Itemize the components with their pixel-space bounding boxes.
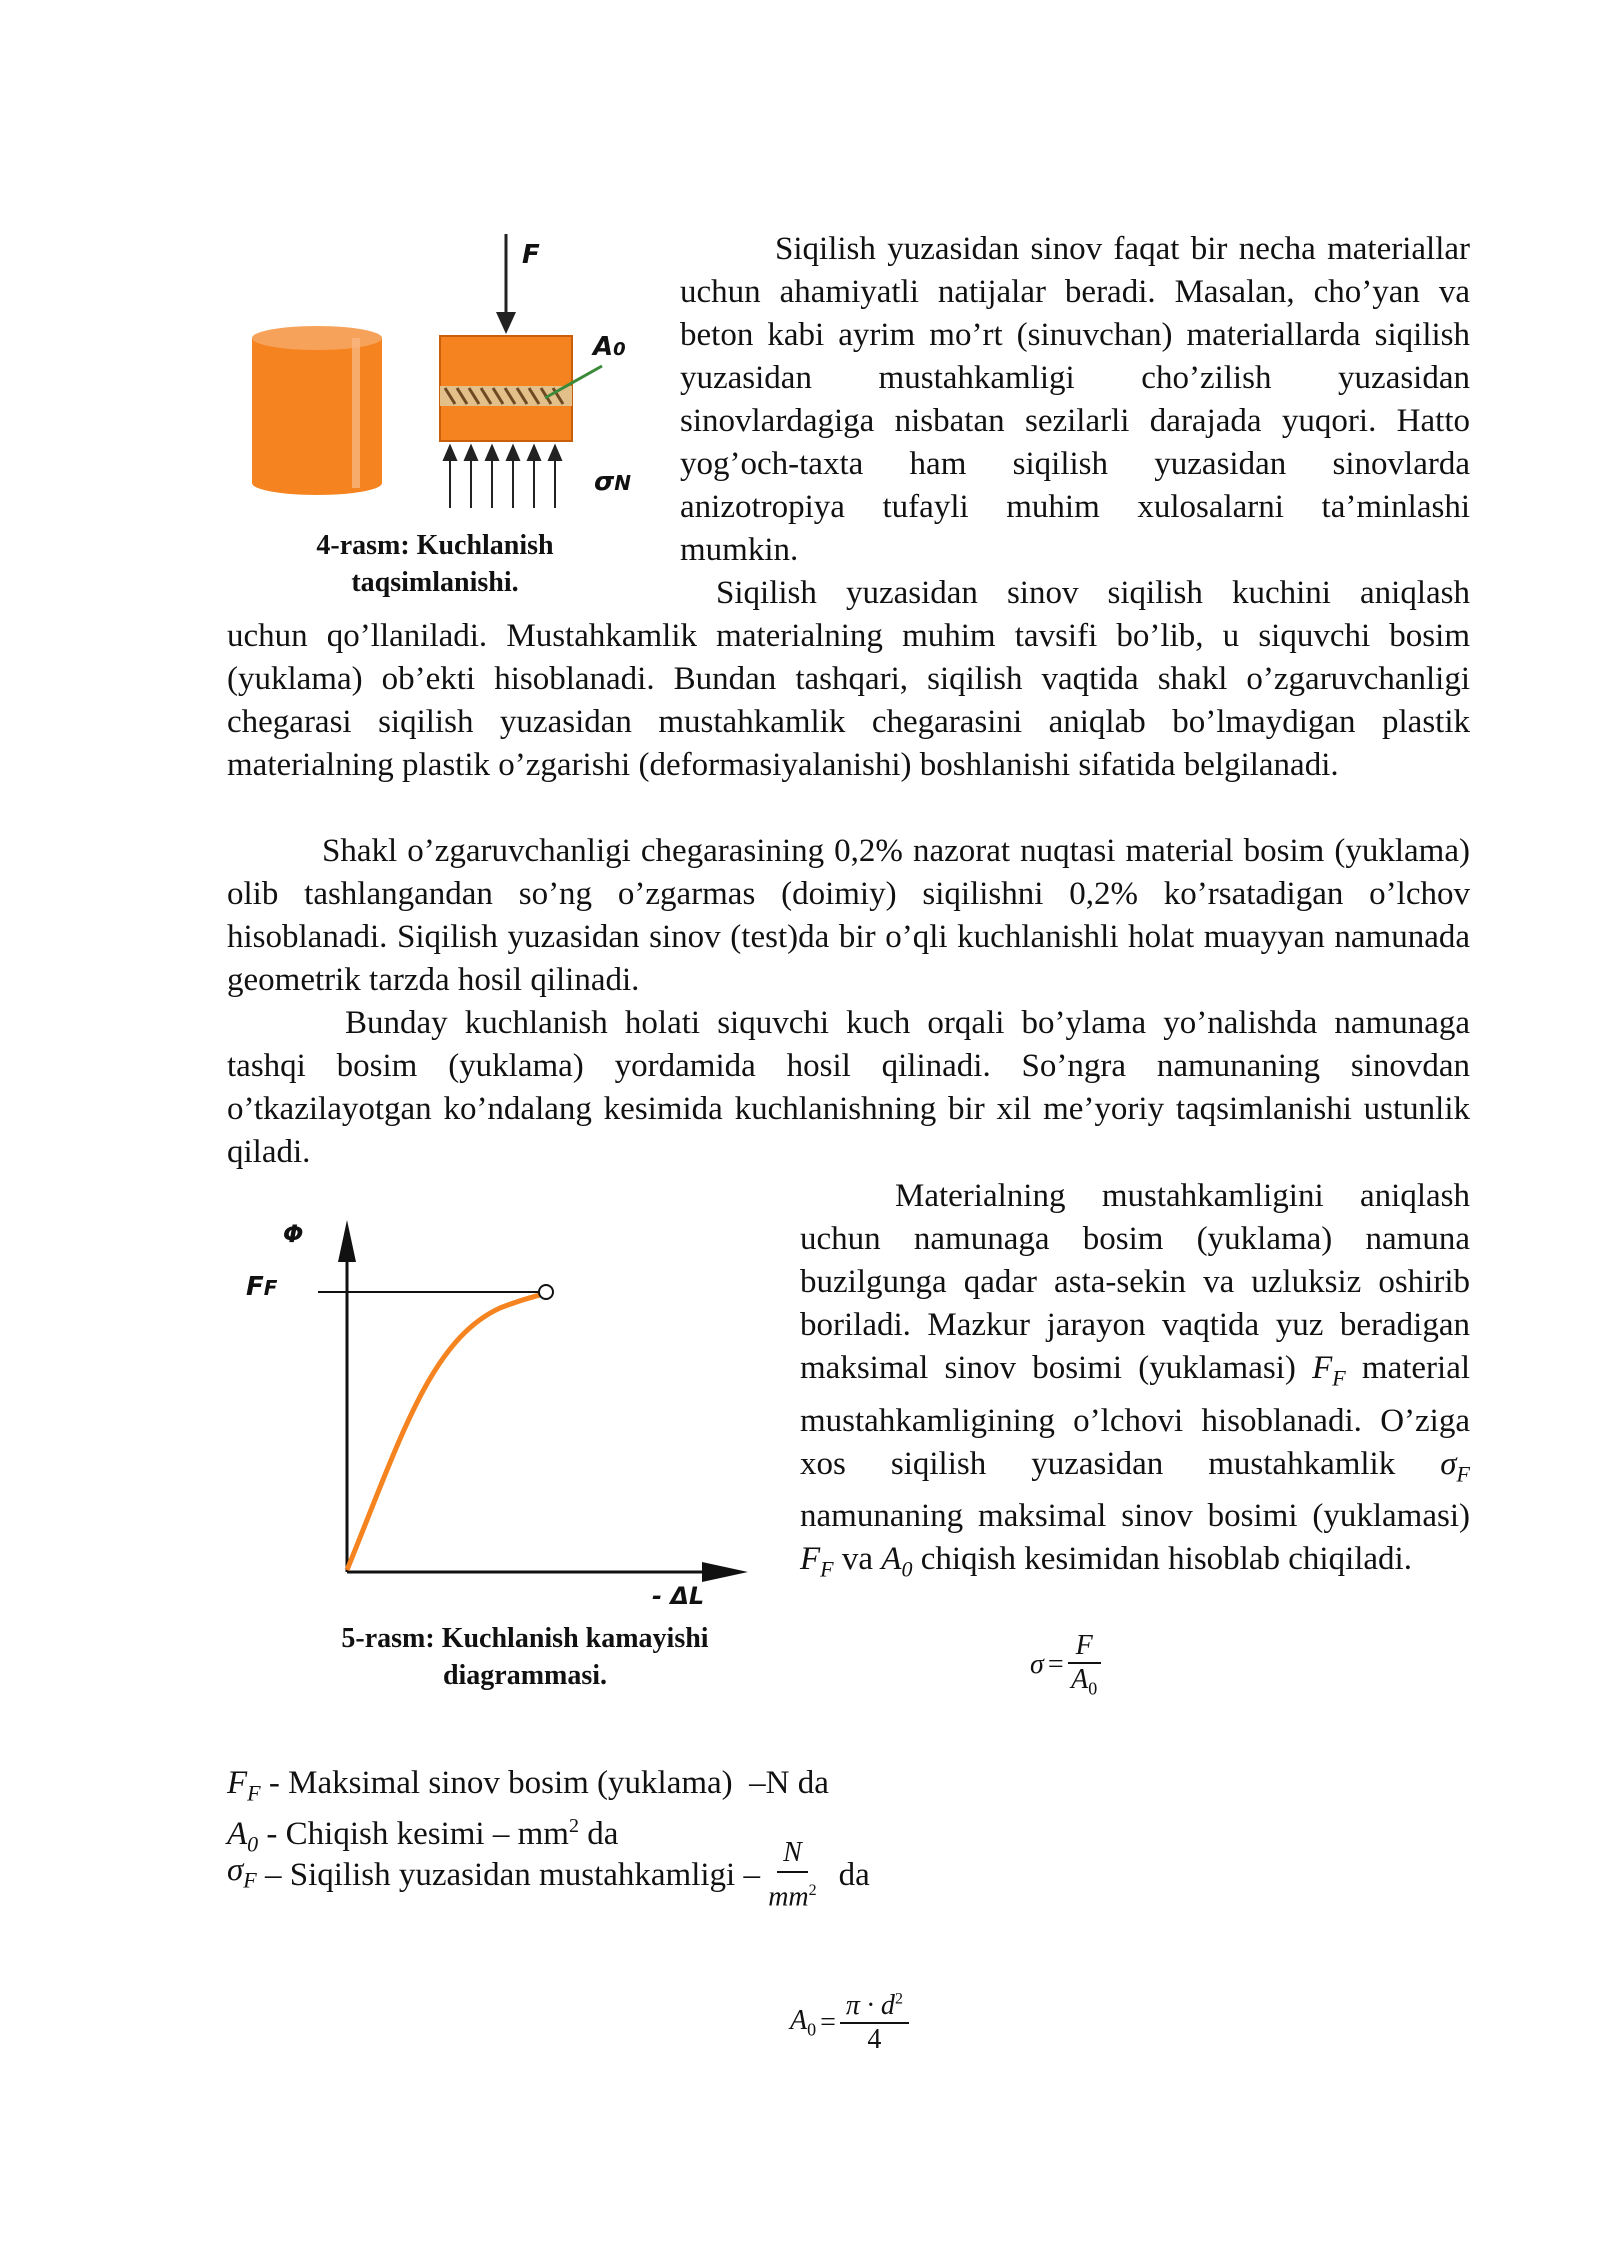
p5-va: va — [841, 1541, 874, 1578]
p5-A-sub: 0 — [901, 1556, 913, 1582]
formula1-fraction — [1068, 1630, 1101, 1700]
x-axis — [347, 1562, 748, 1582]
y-axis — [338, 1220, 356, 1572]
figure-5-y-axis-label: Φ — [283, 1220, 304, 1248]
def2-text-b: da — [578, 1816, 619, 1852]
formula1-den — [1071, 1664, 1097, 1700]
formula1-lhs: σ — [1030, 1648, 1044, 1680]
p5-F-main: F — [1312, 1350, 1333, 1386]
section-block — [440, 336, 602, 441]
def3-num: N — [777, 1835, 808, 1873]
figure-4-label-sigma — [594, 467, 631, 497]
ff-main: F — [246, 1272, 264, 1302]
figure-5-ff-label — [246, 1272, 277, 1302]
def3-fraction — [768, 1835, 816, 1915]
p5-sigma — [1440, 1445, 1470, 1487]
def1-sym: F — [227, 1765, 248, 1801]
def3-den — [768, 1873, 816, 1915]
figure-5-x-axis-label: - ΔL — [652, 1582, 705, 1610]
def2-text-a: - Chiqish kesimi – mm — [258, 1816, 569, 1852]
formula1-num: F — [1068, 1630, 1101, 1664]
p5-F — [1312, 1350, 1346, 1391]
def3-text: – Siqilish yuzasidan mustahkamligi – — [256, 1856, 769, 1893]
sigma-main: σ — [594, 467, 615, 497]
formula2-num-main: π · d — [845, 1990, 895, 2021]
p5-F2 — [800, 1541, 834, 1582]
figure-4-caption: 4-rasm: Kuchlanish taqsimlanishi. — [316, 530, 554, 598]
stress-curve — [347, 1294, 543, 1570]
formula-area — [790, 1990, 909, 2056]
definition-sigmaf — [227, 1835, 870, 1915]
formula1-eq: = — [1047, 1648, 1064, 1680]
force-arrow — [496, 234, 516, 334]
paragraph-5 — [800, 1175, 1470, 1591]
def3-sub: F — [243, 1867, 257, 1893]
def1-text: - Maksimal sinov bosim (yuklama) –N da — [260, 1765, 829, 1801]
formula2-num-sup: 2 — [894, 1990, 903, 2008]
fracture-point — [539, 1285, 553, 1299]
paragraph-2-first-line: Siqilish yuzasidan sinov siqilish kuchini aniqlash — [716, 575, 1470, 611]
formula2-lhs — [790, 2005, 816, 2041]
def3-den-main: mm — [768, 1881, 809, 1913]
def3-den-sup: 2 — [808, 1882, 817, 1899]
p5-part-a: Materialning mustahkamligini aniqlash uchun namunaga bosim (yuklama) namuna buzilgunga qadar asta-sekin va uzluksiz oshirib boriladi. Mazkur jarayon vaqtida yuz beradigan maksimal sinov bosimi (yuklamasi) — [800, 1178, 1470, 1386]
p5-A0 — [881, 1541, 913, 1582]
def1-sub: F — [247, 1780, 261, 1806]
p5-sigma-sub: F — [1456, 1461, 1470, 1487]
formula2-lhs-sub: 0 — [807, 2019, 817, 2040]
def3-sym: σ — [227, 1851, 244, 1888]
p5-F2-main: F — [800, 1541, 821, 1578]
p5-part-d: chiqish kesimidan hisoblab chiqiladi. — [920, 1541, 1412, 1578]
p5-part-c: namunaning maksimal sinov bosimi (yuklamasi) — [800, 1498, 1470, 1535]
def3-after: da — [838, 1856, 870, 1893]
figure-5-stress-diagram — [240, 1210, 760, 1610]
paragraph-2-rest: uchun qo’llaniladi. Mustahkamlik materialning muhim tavsifi bo’lib, u siquvchi bosim (yuklama) ob’ekti hisoblanadi. Bundan tashqari, siqilish vaqtida shakl o’zgaruvchanligi chegarasi siqilish yuzasidan mustahkamlik chegarasini aniqlab bo’lmaydigan plastik materialning plastik o’zgarishi (deformasiyalanishi) boshlanishi sifatida belgilanadi. — [227, 618, 1470, 783]
formula2-lhs-main: A — [790, 2005, 808, 2037]
reaction-arrows — [444, 446, 561, 508]
figure-4-label-A0 — [593, 332, 626, 362]
p5-A-main: A — [881, 1541, 902, 1578]
formula-sigma — [1030, 1630, 1101, 1700]
a0-sub: 0 — [613, 339, 626, 360]
a0-main: A — [593, 332, 614, 362]
ff-sub: F — [263, 1276, 278, 1300]
sigma-sub: N — [614, 471, 631, 495]
def2-sup: 2 — [568, 1815, 579, 1837]
figure-4-stress-distribution — [240, 228, 650, 518]
formula1-den-sub: 0 — [1088, 1678, 1098, 1699]
def2-sym: A — [227, 1816, 248, 1852]
p5-F-sub: F — [1332, 1365, 1346, 1391]
figure-5-caption: 5-rasm: Kuchlanish kamayishi diagrammasi. — [341, 1623, 709, 1691]
p5-part-b: material mustahkamligining o’lchovi hisoblanadi. O’ziga xos siqilish yuzasidan mustahkamlik — [800, 1350, 1471, 1482]
paragraph-4: Bunday kuchlanish holati siquvchi kuch orqali bo’ylama yo’nalishda namunaga tashqi bosim (yuklama) yordamida hosil qilinadi. So’ngra namunaning sinovdan o’tkazilayotgan ko’ndalang kesimida kuchlanishning bir xil me’yoriy taqsimlanishi ustunlik qiladi. — [227, 1005, 1470, 1170]
paragraph-3: Shakl o’zgaruvchanligi chegarasining 0,2% nazorat nuqtasi material bosim (yuklama) olib tashlangandan so’ng o’zgarmas (doimiy) siqilishni 0,2% ko’rsatadigan o’lchov hisoblanadi. Siqilish yuzasidan sinov (test)da bir o’qli kuchlanishli holat muayyan namunada geometrik tarzda hosil qilinadi. — [227, 833, 1470, 998]
p5-sigma-main: σ — [1440, 1445, 1457, 1482]
p5-F2-sub: F — [820, 1556, 834, 1582]
formula1-den-main: A — [1071, 1664, 1089, 1695]
formula2-den: 4 — [867, 2024, 882, 2055]
cylinder-specimen — [252, 326, 382, 495]
formula2-eq: = — [820, 2007, 836, 2038]
figure-4-label-F: F — [522, 240, 540, 270]
paragraph-1: Siqilish yuzasidan sinov faqat bir necha materiallar uchun ahamiyatli natijalar beradi. Masalan, cho’yan va beton kabi ayrim mo’rt (sinuvchan) materiallarda siqilish yuzasidan mustahkamligi cho’zilish yuzasidan sinovlardagiga nisbatan sezilarli darajada yuqori. Hatto yog’och-taxta ham siqilish yuzasidan sinovlarda anizotropiya tufayli muhim xulosalarni ta’minlashi mumkin. — [680, 231, 1470, 568]
def2-sub: 0 — [247, 1831, 259, 1857]
formula2-fraction — [840, 1990, 909, 2056]
formula2-num — [840, 1990, 909, 2024]
